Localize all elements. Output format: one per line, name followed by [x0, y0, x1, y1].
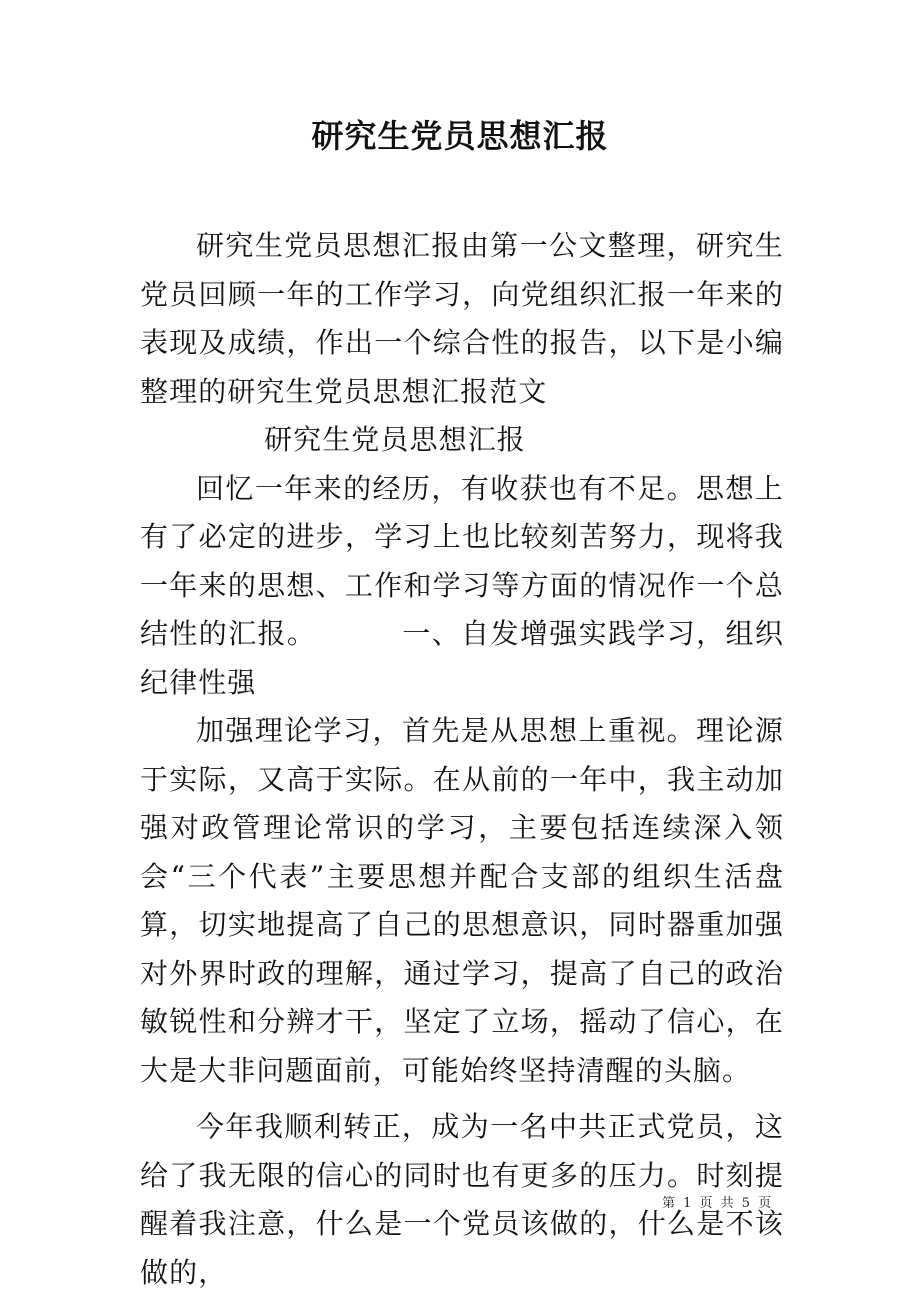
- page-number-footer: 第 1 页 共 5 页: [662, 1196, 774, 1211]
- paragraph-1-text: 回忆一年来的经历，有收获也有不足。思想上有了必定的进步，学习上也比较刻苦努力，现将我一年来的思想、工作和学习等方面的情况作一个总结性的汇报。: [140, 471, 784, 650]
- paragraph-3: 今年我顺利转正，成为一名中共正式党员，这给了我无限的信心的同时也有更多的压力。时刻提醒着我注意，什么是一个党员该做的，什么是不该做的，: [140, 1110, 784, 1289]
- document-body: [140, 222, 784, 1297]
- section-heading-1: 一、自发增强实践学习，组织纪律性强: [140, 617, 784, 699]
- document-subtitle: 研究生党员思想汇报: [264, 423, 526, 456]
- paragraph-1: [140, 465, 784, 708]
- document-title: 研究生党员思想汇报: [311, 117, 609, 155]
- paragraph-2: 加强理论学习，首先是从思想上重视。理论源于实际，又高于实际。在从前的一年中，我主动加强对政管理论常识的学习，主要包括连续深入领会“三个代表”主要思想并配合支部的组织生活盘算，切实地提高了自己的思想意识，同时器重加强对外界时政的理解，通过学习，提高了自己的政治敏锐性和分辨才干，坚定了立场，摇动了信心，在大是大非问题面前，可能始终坚持清醒的头脑。: [140, 714, 784, 1087]
- intro-paragraph: 研究生党员思想汇报由第一公文整理，研究生党员回顾一年的工作学习，向党组织汇报一年来的表现及成绩，作出一个综合性的报告，以下是小编整理的研究生党员思想汇报范文: [140, 229, 784, 408]
